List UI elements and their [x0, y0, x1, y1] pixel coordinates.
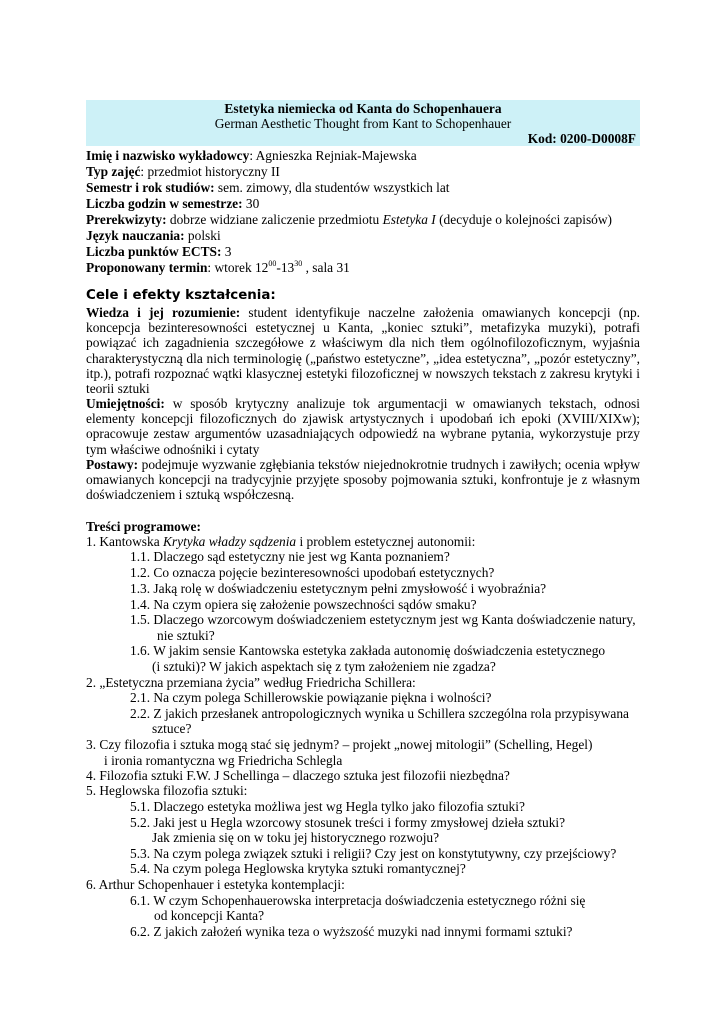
- program-item-6-2: 6.2. Z jakich założeń wynika teza o wyższość muzyki nad innymi formami sztuki?: [130, 924, 573, 939]
- program-item-2-2-cont: sztuce?: [152, 721, 192, 736]
- program-item-2-1: 2.1. Na czym polega Schillerowskie powiązanie piękna i wolności?: [130, 690, 492, 705]
- program-item-4: 4. Filozofia sztuki F.W. J Schellinga – dlaczego sztuka jest filozofii niezbędna?: [86, 768, 510, 783]
- ects-line: Liczba punktów ECTS: 3: [86, 244, 232, 259]
- program-item-1-6: 1.6. W jakim sensie Kantowska estetyka zakłada autonomię doświadczenia estetycznego: [130, 643, 606, 658]
- program-item-1-4: 1.4. Na czym opiera się założenie powszechności sądów smaku?: [130, 597, 477, 612]
- program-item-1-5: 1.5. Dlaczego wzorcowym doświadczeniem estetycznym jest wg Kanta doświadczenie natury,: [130, 612, 636, 627]
- knowledge-paragraph: Wiedza i jej rozumienie: student identyfikuje naczelne założenia omawianych koncepcji (np. koncepcja bezinteresowności estetycznej u Kanta, „koniec sztuki”, metafizyka muzyki), potrafi powiązać ich zagadnienia szczegółowe z właściwym dla nich tłem ogólnofilozoficznym, wyjaśnia charakterystyczną dla nich terminologię („państwo estetyczne”, „idea estetyczna”, „pozór estetyczny”, itp.), potrafi rozpoznać wątki klasycznej estetyki filozoficznej w nowszych tekstach z zakresu krytyki i teorii sztuki: [86, 305, 640, 397]
- program-item-5: 5. Heglowska filozofia sztuki:: [86, 783, 248, 798]
- prerequisites-line: Prerekwizyty: dobrze widziane zaliczenie przedmiotu Estetyka I (decyduje o kolejności zapisów): [86, 212, 613, 227]
- program-item-2-2: 2.2. Z jakich przesłanek antropologicznych wynika u Schillera szczególna rola przypisywana: [130, 706, 629, 721]
- lecturer-line: Imię i nazwisko wykładowcy: Agnieszka Rejniak-Majewska: [86, 148, 417, 163]
- program-item-5-2: 5.2. Jaki jest u Hegla wzorcowy stosunek treści i formy zmysłowej dzieła sztuki?: [130, 815, 566, 830]
- program-item-3-cont: i ironia romantyczna wg Friedricha Schlegla: [104, 753, 343, 768]
- program-item-5-4: 5.4. Na czym polega Heglowska krytyka sztuki romantycznej?: [130, 861, 466, 876]
- program-item-6-1: 6.1. W czym Schopenhauerowska interpretacja doświadczenia estetycznego różni się: [130, 893, 586, 908]
- attitudes-paragraph: Postawy: podejmuje wyzwanie zgłębiania tekstów niejednokrotnie trudnych i zawiłych; ocenia wpływ omawianych koncepcji na tradycyjnie przyjęte sposoby pojmowania sztuki, konfrontuje je z własnym doświadczeniem i sztuką współczesną.: [86, 457, 640, 503]
- program-item-5-1: 5.1. Dlaczego estetyka możliwa jest wg Hegla tylko jako filozofia sztuki?: [130, 799, 525, 814]
- program-item-5-3: 5.3. Na czym polega związek sztuki i religii? Czy jest on konstytutywny, czy przejściowy?: [130, 846, 617, 861]
- course-code: Kod: 0200-D0008F: [527, 131, 636, 146]
- program-item-1-6-cont: (i sztuki)? W jakich aspektach się z tym założeniem nie zgadza?: [152, 659, 496, 674]
- program-item-1-3: 1.3. Jaką rolę w doświadczeniu estetycznym pełni zmysłowość i wyobraźnia?: [130, 581, 547, 596]
- course-header: [86, 100, 640, 146]
- program-item-5-2-cont: Jak zmienia się on w toku jej historycznego rozwoju?: [152, 830, 440, 845]
- program-item-3: 3. Czy filozofia i sztuka mogą stać się jednym? – projekt „nowej mitologii” (Schelling, Hegel): [86, 737, 593, 752]
- goals-heading: Cele i efekty kształcenia:: [86, 288, 276, 303]
- program-item-2: 2. „Estetyczna przemiana życia” według Friedricha Schillera:: [86, 675, 416, 690]
- program-heading: Treści programowe:: [86, 519, 201, 534]
- semester-line: Semestr i rok studiów: sem. zimowy, dla studentów wszystkich lat: [86, 180, 450, 195]
- language-line: Język nauczania: polski: [86, 228, 221, 243]
- course-title-english: German Aesthetic Thought from Kant to Schopenhauer: [214, 116, 512, 131]
- hours-line: Liczba godzin w semestrze: 30: [86, 196, 260, 211]
- type-line: Typ zajęć: przedmiot historyczny II: [86, 164, 280, 179]
- program-item-6-1-cont: od koncepcji Kanta?: [154, 908, 265, 923]
- term-line: Proponowany termin: wtorek $12^{00}-13^{30}$ , sala 31: [86, 259, 350, 275]
- course-title-polish: Estetyka niemiecka od Kanta do Schopenhauera: [224, 101, 502, 116]
- program-item-6: 6. Arthur Schopenhauer i estetyka kontemplacji:: [86, 877, 345, 892]
- skills-paragraph: Umiejętności: w sposób krytyczny analizuje tok argumentacji w omawianych tekstach, odnosi elementy koncepcji filozoficznych do zjawisk artystycznych i upodobań ich epoki (XVIII/XIXw); opracowuje zestaw argumentów uzasadniających odpowiedź na wybrane pytania, wykorzystuje przy tym właściwe odnośniki i cytaty: [86, 396, 640, 457]
- program-item-1: 1. Kantowska Krytyka władzy sądzenia i problem estetycznej autonomii:: [86, 534, 476, 549]
- program-item-1-1: 1.1. Dlaczego sąd estetyczny nie jest wg Kanta poznaniem?: [130, 549, 450, 564]
- program-item-1-2: 1.2. Co oznacza pojęcie bezinteresowności upodobań estetycznych?: [130, 565, 495, 580]
- program-item-1-5-cont: nie sztuki?: [157, 628, 215, 643]
